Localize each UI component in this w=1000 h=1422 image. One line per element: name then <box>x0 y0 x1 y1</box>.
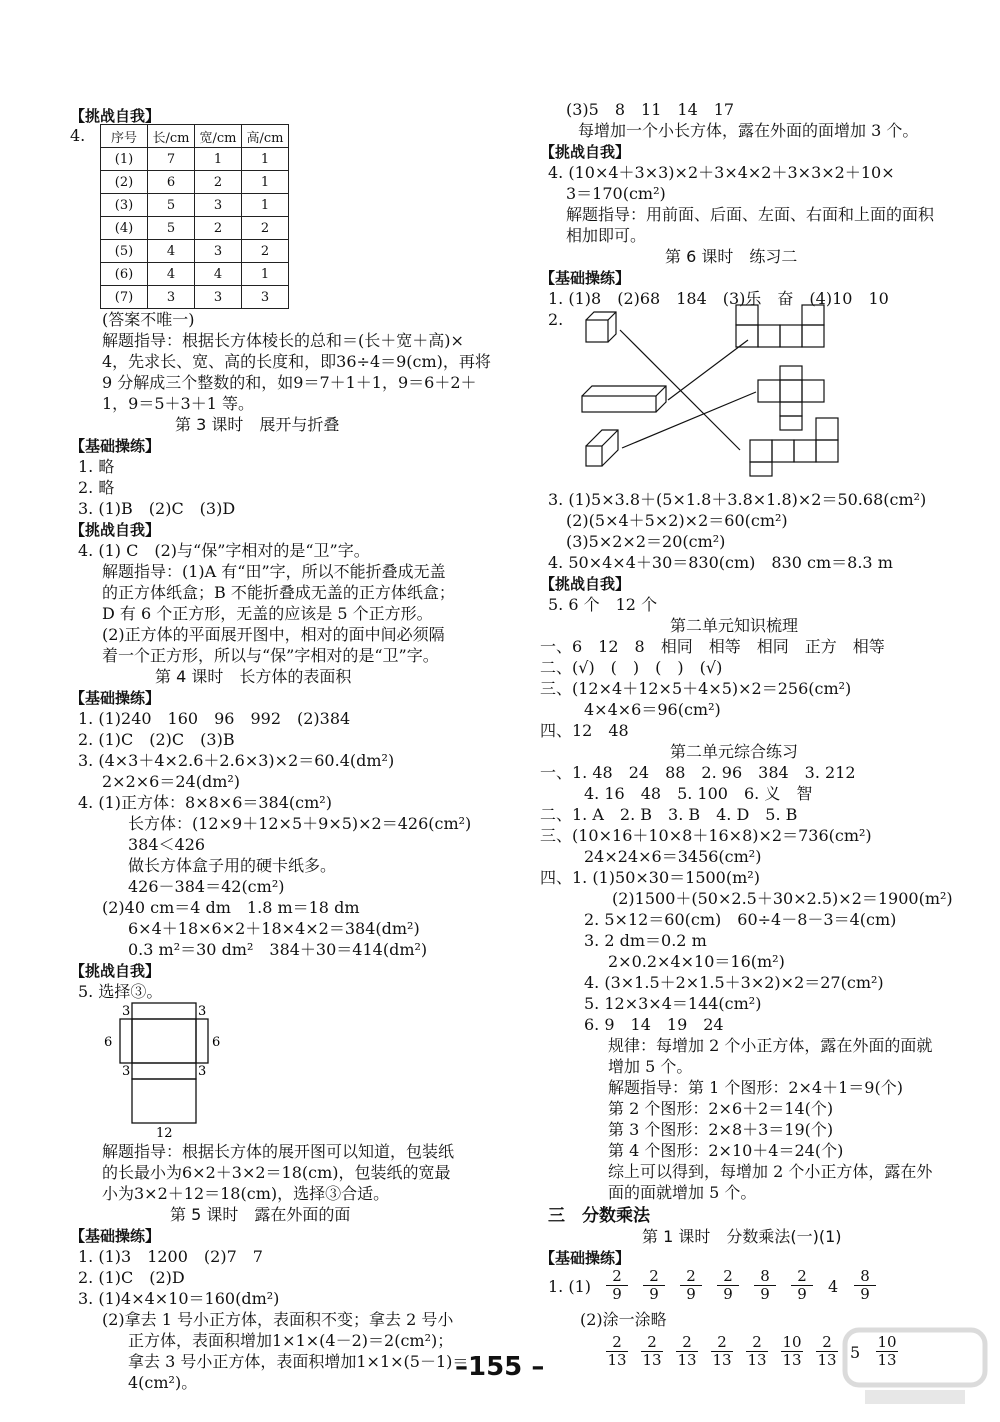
text-line: 2. 略 <box>78 478 115 497</box>
fraction <box>606 1334 628 1369</box>
denominator: 9 <box>860 1285 870 1303</box>
text-line: 解题指导：根据长方体棱长的总和＝(长＋宽＋高)× <box>102 331 464 350</box>
table-row <box>101 217 289 240</box>
net-figure <box>758 366 824 430</box>
text-line: 2×0.2×4×10＝16(m²) <box>608 952 785 971</box>
dimensions-table <box>100 124 289 309</box>
denominator: 13 <box>817 1351 837 1369</box>
numerator: 8 <box>854 1268 876 1286</box>
numerator: 2 <box>717 1268 739 1286</box>
table-row <box>101 148 289 171</box>
numerator: 2 <box>641 1334 663 1352</box>
text-line: 2. 5×12＝60(cm) 60÷4－8－3＝4(cm) <box>584 910 897 929</box>
text-line: 解题指导：(1)A 有“田”字，所以不能折叠成无盖 <box>102 562 446 581</box>
numerator: 2 <box>606 1268 628 1286</box>
text-line: 四、1. (1)50×30＝1500(m²) <box>540 868 760 887</box>
numerator: 8 <box>754 1268 776 1286</box>
table-cell: 3 <box>195 194 242 217</box>
text-line: 1，9＝5＋3＋1 等。 <box>102 394 254 413</box>
text-line: 着一个正方形，所以与“保”字相对的是“卫”字。 <box>102 646 439 665</box>
net-figure <box>736 305 824 347</box>
text-line: (2)拿去 1 号小正方体，表面积不变；拿去 2 号小 <box>102 1310 454 1329</box>
section-header: 【挑战自我】 <box>540 143 631 161</box>
table-cell: (5) <box>101 240 148 263</box>
table-cell: 3 <box>148 286 195 309</box>
denominator: 13 <box>677 1351 697 1369</box>
text-line: 一、6 12 8 相同 相等 相同 正方 相等 <box>540 637 885 656</box>
text-line: 426－384＝42(cm²) <box>128 877 285 896</box>
net-label: 3 <box>198 1004 207 1019</box>
text-line: 综上可以得到，每增加 2 个小正方体，露在外 <box>608 1162 933 1181</box>
net-face <box>132 1079 196 1123</box>
section-header: 【挑战自我】 <box>70 962 161 980</box>
table-cell: 4 <box>148 263 195 286</box>
matching-line <box>622 392 756 448</box>
text-line: 5. 6 个 12 个 <box>548 595 658 614</box>
text-line: 6×4＋18×6×2＋18×4×2＝384(dm²) <box>128 919 420 938</box>
lesson-title: 第 3 课时 展开与折叠 <box>175 415 340 434</box>
text-line: 2. <box>548 310 564 329</box>
section-title: 第二单元知识梳理 <box>670 616 799 635</box>
denominator: 13 <box>782 1351 802 1369</box>
matching-line <box>668 340 748 400</box>
text-line: (3)5×2×2＝20(cm²) <box>566 532 726 551</box>
fraction <box>711 1334 733 1369</box>
section-header: 【基础操练】 <box>540 269 631 287</box>
table-row <box>101 286 289 309</box>
net-figure <box>750 418 838 476</box>
section-header: 【挑战自我】 <box>70 521 161 539</box>
numerator: 2 <box>711 1334 733 1352</box>
text-line: 正方体，表面积增加1×1×(4－2)＝2(cm²)； <box>128 1331 454 1350</box>
section-title: 第二单元综合练习 <box>670 742 799 761</box>
table-cell: 2 <box>195 217 242 240</box>
table-cell: 2 <box>242 240 289 263</box>
table-cell: 1 <box>242 194 289 217</box>
long-cuboid-figure <box>582 386 666 412</box>
text-line: 384＜426 <box>128 835 206 854</box>
fraction <box>676 1334 698 1369</box>
net-face <box>132 1019 196 1063</box>
text-line: 4. (1) C (2)与“保”字相对的是“卫”字。 <box>78 541 370 560</box>
text-line: 二、1. A 2. B 3. B 4. D 5. B <box>540 805 798 824</box>
denominator: 13 <box>642 1351 662 1369</box>
text-line: 3＝170(cm²) <box>566 184 666 203</box>
text-line: 3. (1)5×3.8＋(5×1.8＋3.8×1.8)×2＝50.68(cm²) <box>548 490 927 509</box>
denominator: 9 <box>649 1285 659 1303</box>
box-net-diagram <box>100 998 230 1138</box>
text-line: 3. 2 dm＝0.2 m <box>584 931 707 950</box>
text-line: 6. 9 14 19 24 <box>584 1015 724 1034</box>
text-line: (2)涂一涂略 <box>580 1310 667 1329</box>
text-line: 5. 选择③。 <box>78 982 163 1001</box>
table-cell: (4) <box>101 217 148 240</box>
section-header: 【基础操练】 <box>70 437 161 455</box>
small-cuboid-figure <box>586 430 618 466</box>
denominator: 9 <box>723 1285 733 1303</box>
cube-figure <box>586 312 616 342</box>
text-line: 小为3×2＋12＝18(cm)，选择③合适。 <box>102 1184 390 1203</box>
text-line: 1. (1)3 1200 (2)7 7 <box>78 1247 263 1266</box>
fraction <box>754 1268 776 1303</box>
table-row <box>101 240 289 263</box>
table-cell: 3 <box>195 240 242 263</box>
text-line: (2)正方体的平面展开图中，相对的面中间必须隔 <box>102 625 445 644</box>
table-cell: 6 <box>148 171 195 194</box>
fraction <box>641 1334 663 1369</box>
text-line: 4×4×6＝96(cm²) <box>584 700 721 719</box>
text-line: 3. (4×3＋4×2.6＋2.6×3)×2＝60.4(dm²) <box>78 751 395 770</box>
text-line: 4. (10×4＋3×3)×2＋3×4×2＋3×3×2＋10× <box>548 163 895 182</box>
table-cell: 1 <box>242 148 289 171</box>
text-line: 5. 12×3×4＝144(cm²) <box>584 994 762 1013</box>
table-cell: 1 <box>242 171 289 194</box>
numerator: 10 <box>877 1333 897 1351</box>
fraction <box>643 1268 665 1303</box>
numerator: 10 <box>782 1333 802 1351</box>
text-line: 二、(√) ( ) ( ) (√) <box>540 658 723 677</box>
table-header: 序号 <box>101 125 148 148</box>
table-cell: (3) <box>101 194 148 217</box>
text-line: 1. (1)8 (2)68 184 (3)乐 奋 (4)10 10 <box>548 289 889 308</box>
section-header: 【挑战自我】 <box>540 575 631 593</box>
text-line: 1. (1) <box>548 1277 592 1296</box>
text-line: 4. (1)正方体：8×8×6＝384(cm²) <box>78 793 332 812</box>
table-cell: 5 <box>148 194 195 217</box>
denominator: 13 <box>877 1351 897 1369</box>
text-line: 长方体：(12×9＋12×5＋9×5)×2＝426(cm²) <box>128 814 472 833</box>
text-line: 第 2 个图形：2×6＋2＝14(个) <box>608 1099 834 1118</box>
text-line: 三、(12×4＋12×5＋4×5)×2＝256(cm²) <box>540 679 852 698</box>
text-line: 第 3 个图形：2×8＋3＝19(个) <box>608 1120 834 1139</box>
denominator: 9 <box>612 1285 622 1303</box>
text-line: 第 4 个图形：2×10＋4＝24(个) <box>608 1141 844 1160</box>
table-header: 高/cm <box>242 125 289 148</box>
section-header: 【基础操练】 <box>70 689 161 707</box>
text-line: 每增加一个小长方体，露在外面的面增加 3 个。 <box>578 121 919 140</box>
denominator: 13 <box>607 1351 627 1369</box>
text-line: 三、(10×16＋10×8＋16×8)×2＝736(cm²) <box>540 826 872 845</box>
section-header: 【基础操练】 <box>540 1249 631 1267</box>
section-header: 【基础操练】 <box>70 1227 161 1245</box>
numerator: 2 <box>791 1268 813 1286</box>
page-number: –155 – <box>455 1352 545 1382</box>
table-cell: 2 <box>195 171 242 194</box>
lesson-title: 第 5 课时 露在外面的面 <box>170 1205 351 1224</box>
text-line: 4(cm²)。 <box>128 1373 198 1392</box>
section-header: 【挑战自我】 <box>70 107 161 125</box>
net-face <box>196 1019 208 1063</box>
text-line: 24×24×6＝3456(cm²) <box>584 847 762 866</box>
text-line: (2)1500＋(50×2.5＋30×2.5)×2＝1900(m²) <box>612 889 953 908</box>
fraction <box>680 1268 702 1303</box>
text-line: 4. 16 48 5. 100 6. 义 智 <box>584 784 813 803</box>
lesson-title: 第 4 课时 长方体的表面积 <box>155 667 352 686</box>
table-cell: (1) <box>101 148 148 171</box>
fraction <box>791 1268 813 1303</box>
text-line: 增加 5 个。 <box>608 1057 693 1076</box>
text-line: 一、1. 48 24 88 2. 96 384 3. 212 <box>540 763 856 782</box>
table-cell: 3 <box>195 286 242 309</box>
lesson-title: 第 6 课时 练习二 <box>665 247 798 266</box>
numerator: 2 <box>606 1334 628 1352</box>
net-label: 3 <box>122 1004 131 1019</box>
text-line: 解题指导：第 1 个图形：2×4＋1＝9(个) <box>608 1078 903 1097</box>
table-cell: 1 <box>242 263 289 286</box>
denominator: 9 <box>760 1285 770 1303</box>
text-line: 4，先求长、宽、高的长度和，即36÷4＝9(cm)，再将 <box>102 352 491 371</box>
text-line: 解题指导：根据长方体的展开图可以知道，包装纸 <box>102 1142 455 1161</box>
numerator: 2 <box>680 1268 702 1286</box>
net-label: 12 <box>156 1126 173 1138</box>
text-line: (2)(5×4＋5×2)×2＝60(cm²) <box>566 511 788 530</box>
table-row <box>101 263 289 286</box>
text-line: 0.3 m²＝30 dm² 384＋30＝414(dm²) <box>128 940 428 959</box>
denominator: 13 <box>712 1351 732 1369</box>
text-line: (3)5 8 11 14 17 <box>566 100 735 119</box>
text-line: 的长最小为6×2＋3×2＝18(cm)，包装纸的宽最 <box>102 1163 451 1182</box>
text-line: (答案不唯一) <box>102 310 195 329</box>
table-row <box>101 171 289 194</box>
table-cell: 2 <box>242 217 289 240</box>
denominator: 9 <box>797 1285 807 1303</box>
fraction <box>606 1268 628 1303</box>
net-label: 6 <box>212 1035 221 1050</box>
text-line: 1. 略 <box>78 457 115 476</box>
table-cell: (6) <box>101 263 148 286</box>
table-cell: 7 <box>148 148 195 171</box>
text-line: D 有 6 个正方形，无盖的应该是 5 个正方形。 <box>102 604 433 623</box>
text-line: 2×2×6＝24(dm²) <box>102 772 241 791</box>
unit-title: 三 分数乘法 <box>548 1206 650 1226</box>
text-line: 4. (3×1.5＋2×1.5＋3×2)×2＝27(cm²) <box>584 973 884 992</box>
text-line: 相加即可。 <box>566 226 647 245</box>
table-header: 宽/cm <box>195 125 242 148</box>
fraction <box>854 1268 876 1303</box>
text-line: 四、12 48 <box>540 721 629 740</box>
fraction <box>717 1268 739 1303</box>
numerator: 2 <box>816 1334 838 1352</box>
text-line: 面的面就增加 5 个。 <box>608 1183 757 1202</box>
numerator: 2 <box>643 1268 665 1286</box>
text-line: 9 分解成三个整数的和，如9＝7＋1＋1，9＝6＋2＋ <box>102 373 477 392</box>
lesson-title: 第 1 课时 分数乘法(一)(1) <box>642 1227 842 1246</box>
net-label: 3 <box>198 1064 207 1079</box>
text-line: 解题指导：用前面、后面、左面、右面和上面的面积 <box>566 205 935 224</box>
net-face <box>120 1019 132 1063</box>
text-line: 4. 50×4×4＋30＝830(cm) 830 cm＝8.3 m <box>548 553 893 572</box>
table-row <box>101 194 289 217</box>
text-line: 的正方体纸盒；B 不能折叠成无盖的正方体纸盒； <box>102 583 455 602</box>
watermark-logo <box>835 1320 995 1410</box>
table-cell: 3 <box>242 286 289 309</box>
matching-line <box>620 330 740 450</box>
net-face <box>132 1003 196 1019</box>
integer-answer: 5 <box>850 1343 861 1362</box>
text-line: 1. (1)240 160 96 992 (2)384 <box>78 709 351 728</box>
denominator: 9 <box>686 1285 696 1303</box>
table-cell: 4 <box>148 240 195 263</box>
text-line: 2. (1)C (2)C (3)B <box>78 730 235 749</box>
fraction <box>781 1334 803 1369</box>
table-cell: 4 <box>195 263 242 286</box>
question-number: 4. <box>70 126 86 145</box>
matching-diagram <box>580 300 860 480</box>
text-line: 2. (1)C (2)D <box>78 1268 185 1287</box>
table-cell: (2) <box>101 171 148 194</box>
text-line: 做长方体盒子用的硬卡纸多。 <box>128 856 337 875</box>
text-line: (2)40 cm＝4 dm 1.8 m＝18 dm <box>102 898 360 917</box>
text-line: 拿去 3 号小正方体，表面积增加1×1×(5－1)＝ <box>128 1352 469 1371</box>
table-cell: 5 <box>148 217 195 240</box>
table-cell: (7) <box>101 286 148 309</box>
integer-answer: 4 <box>828 1277 839 1296</box>
denominator: 13 <box>747 1351 767 1369</box>
numerator: 2 <box>676 1334 698 1352</box>
numerator: 2 <box>746 1334 768 1352</box>
fraction <box>746 1334 768 1369</box>
text-line: 3. (1)4×4×10＝160(dm²) <box>78 1289 280 1308</box>
table-cell: 1 <box>195 148 242 171</box>
text-line: 规律：每增加 2 个小正方体，露在外面的面就 <box>608 1036 933 1055</box>
table-header-row <box>101 125 289 148</box>
net-label: 3 <box>122 1064 131 1079</box>
table-header: 长/cm <box>148 125 195 148</box>
text-line: 3. (1)B (2)C (3)D <box>78 499 236 518</box>
net-label: 6 <box>104 1035 113 1050</box>
net-face <box>132 1063 196 1079</box>
